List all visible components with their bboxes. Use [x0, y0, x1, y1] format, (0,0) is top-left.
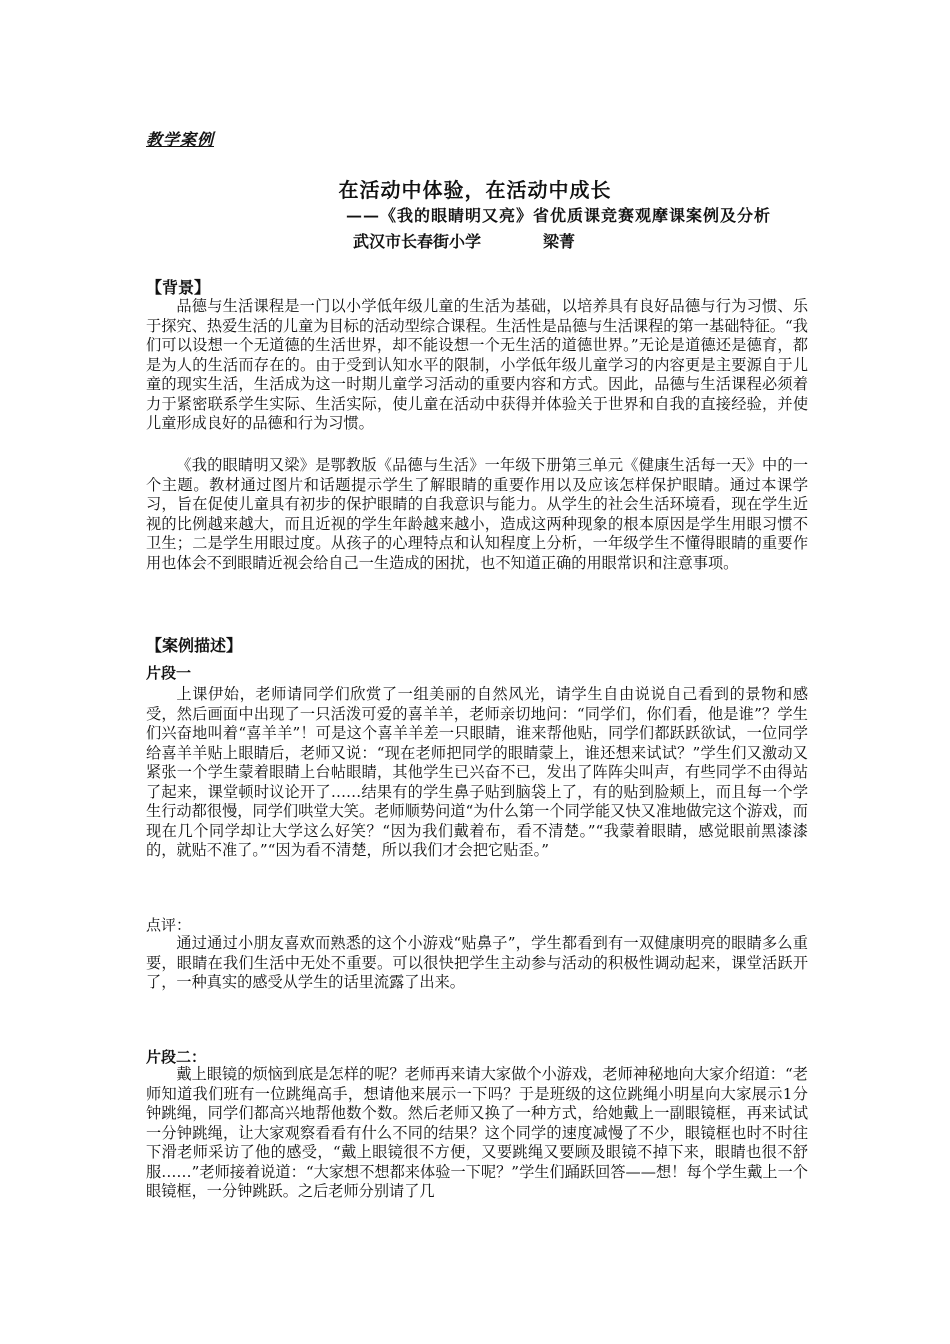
background-paragraph-2: 《我的眼睛明又梁》是鄂教版《品德与生活》一年级下册第三单元《健康生活每一天》中的一个主题。教材通过图片和话题提示学生了解眼睛的重要作用以及应该怎样保护眼睛。通过本课学习，旨在促使儿童具有初步的保护眼睛的自我意识与能力。从学生的社会生活环境看，现在学生近视的比例越来越大，而且近视的学生年龄越来越小，造成这两种现象的根本原因是学生用眼习惯不卫生；二是学生用眼过度。从孩子的心理特点和认知程度上分析，一年级学生不懂得眼睛的重要作用也体会不到眼睛近视会给自己一生造成的困扰，也不知道正确的用眼常识和注意事项。 — [146, 456, 808, 572]
comment-paragraph: 通过通过小朋友喜欢而熟悉的这个小游戏“贴鼻子”，学生都看到有一双健康明亮的眼睛多么重要，眼睛在我们生活中无处不重要。可以很快把学生主动参与活动的积极性调动起来，课堂活跃开了，一种真实的感受从学生的话里流露了出来。 — [146, 934, 808, 991]
fragment-1-label: 片段一 — [146, 664, 192, 682]
document-category-tag: 教学案例 — [146, 130, 215, 149]
author-line — [353, 229, 575, 252]
page-title: 在活动中体验，在活动中成长 — [338, 178, 612, 202]
section-heading-background: 【背景】 — [146, 278, 211, 297]
background-paragraph-1: 品德与生活课程是一门以小学低年级儿童的生活为基础，以培养具有良好品德与行为习惯、乐于探究、热爱生活的儿童为目标的活动型综合课程。生活性是品德与生活课程的第一基础特征。“我们可以设想一个无道德的生活世界，却不能设想一个无生活的道德世界。”无论是道德还是德育，都是为人的生活而存在的。由于受到认知水平的限制，小学低年级儿童学习的内容更是主要源自于儿童的现实生活，生活成为这一时期儿童学习活动的重要内容和方式。因此，品德与生活课程必须着力于紧密联系学生实际、生活实际，使儿童在活动中获得并体验关于世界和自我的直接经验，并使儿童形成良好的品德和行为习惯。 — [146, 297, 808, 432]
fragment-1-paragraph: 上课伊始，老师请同学们欣赏了一组美丽的自然风光，请学生自由说说自己看到的景物和感受，然后画面中出现了一只活泼可爱的喜羊羊，老师亲切地问：“同学们，你们看，他是谁”？学生们兴奋地叫着“喜羊羊”！可是这个喜羊羊差一只眼睛，谁来帮他贴，同学们都跃跃欲试，一位同学给喜羊羊贴上眼睛后，老师又说：“现在老师把同学的眼睛蒙上，谁还想来试试？”学生们又激动又紧张一个学生蒙着眼睛上台帖眼睛，其他学生已兴奋不已，发出了阵阵尖叫声，有些同学不由得站了起来，课堂顿时议论开了……结果有的学生鼻子贴到脑袋上了，有的贴到脸颊上，而且每一个学生行动都很慢，同学们哄堂大笑。老师顺势问道“为什么第一个同学能又快又准地做完这个游戏，而现在几个同学却让大学这么好笑？“因为我们戴着布，看不清楚。”“我蒙着眼睛，感觉眼前黑漆漆的，就贴不准了。”“因为看不清楚，所以我们才会把它贴歪。” — [146, 685, 808, 859]
fragment-2-label: 片段二： — [146, 1048, 207, 1066]
fragment-2-paragraph: 戴上眼镜的烦恼到底是怎样的呢？老师再来请大家做个小游戏，老师神秘地向大家介绍道：“老师知道我们班有一位跳绳高手，想请他来展示一下吗？于是班级的这位跳绳小明星向大家展示1分钟跳绳，同学们都高兴地帮他数个数。然后老师又换了一种方式，给她戴上一副眼镜框，再来试试一分钟跳绳，让大家观察看看有什么不同的结果？这个同学的速度减慢了不少，眼镜框也时不时往下滑老师采访了他的感受，“戴上眼镜很不方便，又要跳绳又要顾及眼镜不掉下来，眼睛也很不舒服……”老师接着说道：“大家想不想都来体验一下呢？”学生们踊跃回答——想！每个学生戴上一个眼镜框，一分钟跳跃。之后老师分别请了几 — [146, 1065, 808, 1200]
page-subtitle: ——《我的眼睛明又亮》省优质课竞赛观摩课案例及分析 — [346, 206, 772, 225]
comment-label: 点评： — [146, 916, 192, 934]
author-school: 武汉市长春街小学 — [353, 232, 482, 251]
section-heading-case: 【案例描述】 — [146, 636, 243, 655]
author-name: 梁菁 — [543, 232, 576, 251]
